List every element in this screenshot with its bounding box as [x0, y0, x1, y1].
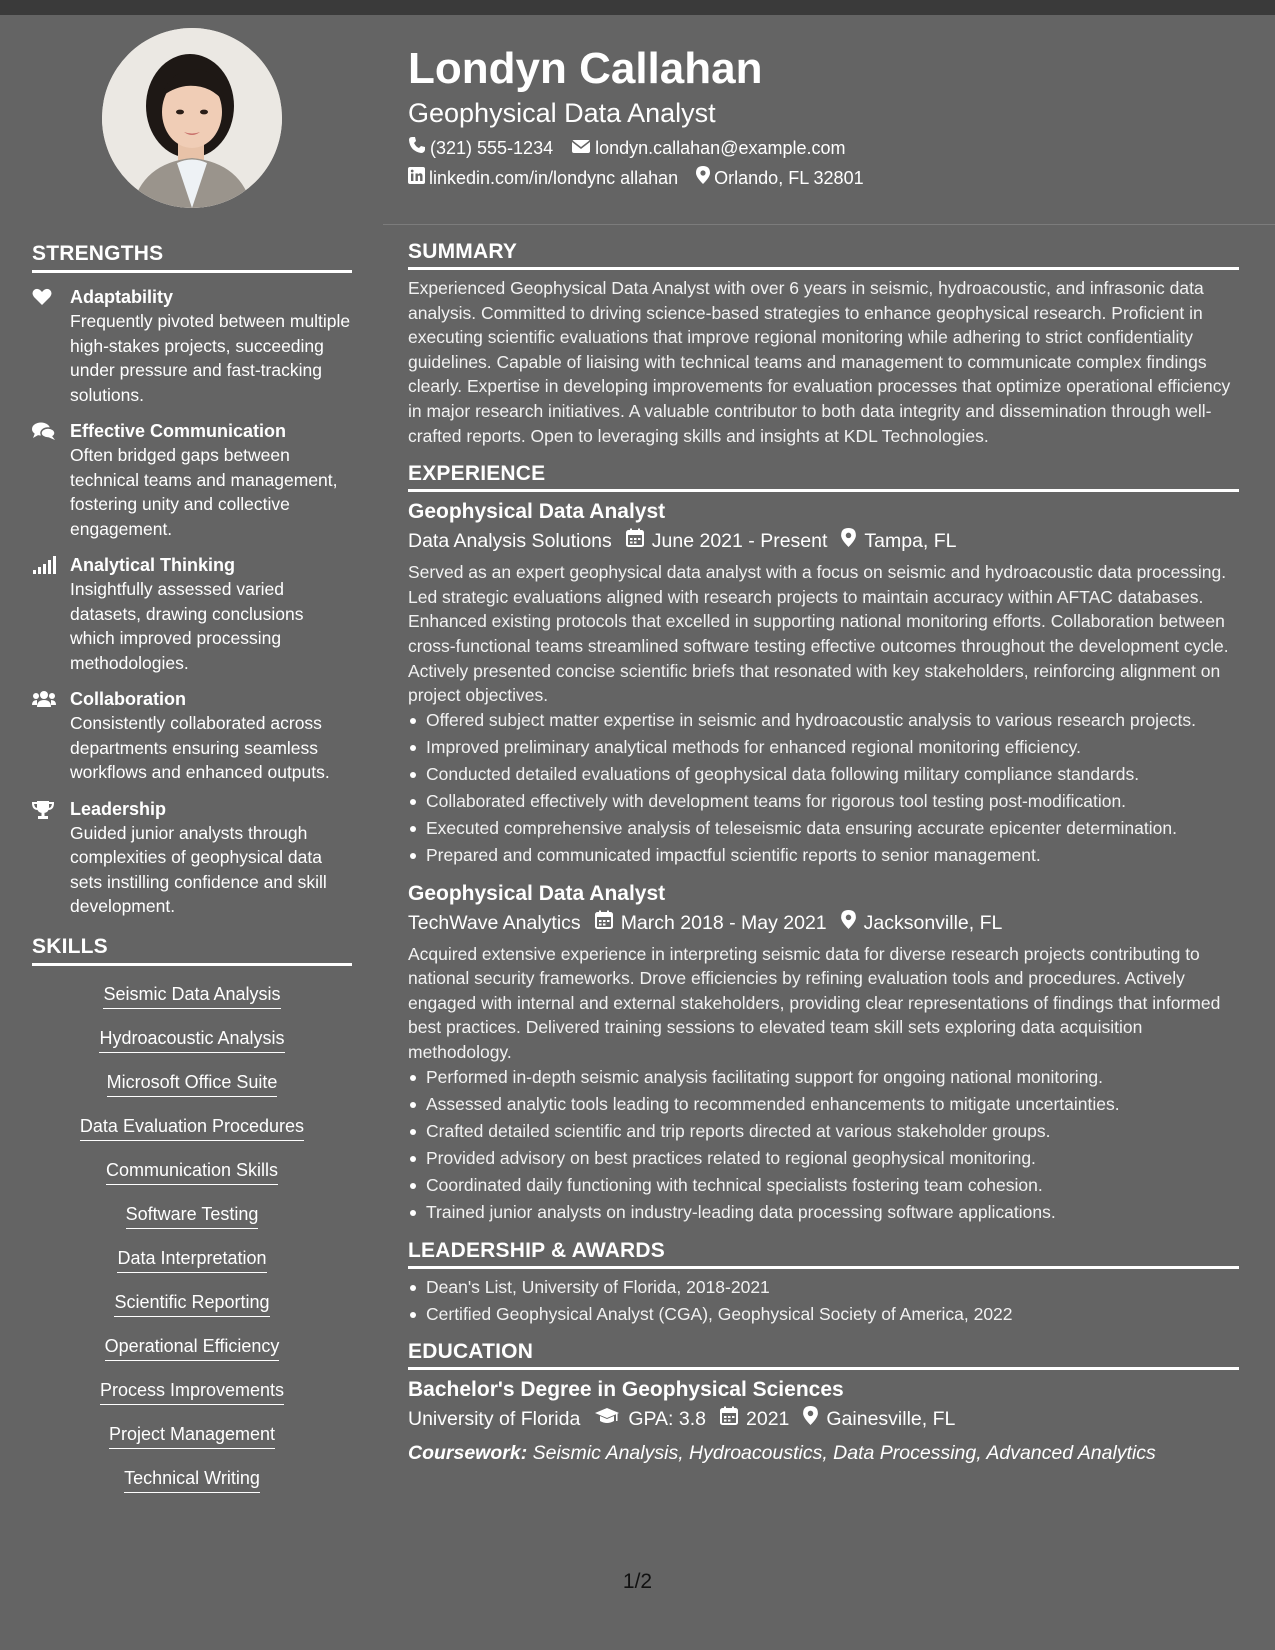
- location-text: Orlando, FL 32801: [714, 168, 864, 188]
- map-marker-icon: [803, 1404, 826, 1434]
- heart-icon: [32, 288, 56, 308]
- experience-heading: EXPERIENCE: [408, 462, 1239, 492]
- calendar-icon: [595, 908, 621, 938]
- list-item: Collaborated effectively with development teams for rigorous tool testing post-modification.: [408, 789, 1239, 814]
- trophy-icon: [32, 800, 56, 820]
- graduation-cap-icon: [594, 1404, 628, 1434]
- strength-title: Leadership: [70, 798, 167, 819]
- job-location: Tampa, FL: [864, 530, 957, 553]
- skill-tag: Communication Skills: [106, 1158, 278, 1185]
- phone-text[interactable]: (321) 555-1234: [430, 138, 554, 158]
- job-meta: [408, 526, 1239, 556]
- list-item: Provided advisory on best practices related to regional geophysical monitoring.: [408, 1146, 1239, 1171]
- coursework-text: Seismic Analysis, Hydroacoustics, Data Processing, Advanced Analytics: [532, 1442, 1156, 1465]
- contact-location: [696, 166, 863, 190]
- graduation-year: 2021: [746, 1408, 790, 1431]
- contact-row: [408, 136, 1238, 160]
- gpa-text: GPA: 3.8: [628, 1408, 706, 1431]
- list-item: Conducted detailed evaluations of geophysical data following military compliance standards.: [408, 762, 1239, 787]
- skill-tag: Scientific Reporting: [114, 1290, 269, 1317]
- candidate-name: Londyn Callahan: [408, 44, 763, 93]
- signal-icon: [32, 556, 56, 576]
- strength-title: Effective Communication: [70, 421, 287, 441]
- school-name: University of Florida: [408, 1408, 581, 1431]
- skill-tag: Process Improvements: [100, 1378, 284, 1405]
- strength-desc: Consistently collaborated across departments ensuring seamless workflows and enhanced outputs.: [70, 713, 330, 782]
- list-item: Dean's List, University of Florida, 2018-2021: [408, 1275, 1239, 1300]
- skill-tag: Project Management: [109, 1422, 275, 1449]
- contact-row: [408, 166, 1238, 190]
- job-title: Geophysical Data Analyst: [408, 881, 666, 905]
- skill-tag: Seismic Data Analysis: [103, 982, 280, 1009]
- resume-header: [408, 40, 1238, 190]
- coursework-label: Coursework:: [408, 1442, 528, 1465]
- job-bullets: [408, 708, 1239, 868]
- awards-heading: LEADERSHIP & AWARDS: [408, 1239, 1239, 1269]
- map-marker-icon: [696, 166, 714, 190]
- job-description: Served as an expert geophysical data analyst with a focus on seismic and hydroacoustic data processing. Led strategic evaluations aligned with research projects to maintain accuracy within AFTAC databases. Enhanced existing protocols that excelled in supporting national monitoring efforts. Collaboration between cross-functional teams streamlined software testing effective outcomes throughout the development cycle. Actively presented concise scientific briefs that resonated with key stakeholders, reinforcing alignment on project objectives.: [408, 562, 1229, 706]
- experience-section: [408, 462, 1239, 1224]
- list-item: Prepared and communicated impactful scientific reports to senior management.: [408, 843, 1239, 868]
- top-bar: [0, 0, 1275, 15]
- strength-desc: Guided junior analysts through complexities of geophysical data sets instilling confidence and skill development.: [70, 822, 327, 916]
- linkedin-icon: [408, 166, 429, 190]
- profile-photo: [102, 28, 282, 208]
- skill-tag: Hydroacoustic Analysis: [99, 1026, 284, 1053]
- strengths-heading: STRENGTHS: [32, 242, 352, 273]
- job-description: Acquired extensive experience in interpreting seismic data for diverse research projects contributing to national security frameworks. Drove efficiencies by refining evaluation tools and procedures. Actively engaged with internal and external stakeholders, providing clear representations of findings that informed best practices. Delivered training sessions to elevated team skill sets exploring data acquisition methodology.: [408, 943, 1221, 1063]
- skills-heading: SKILLS: [32, 935, 352, 966]
- calendar-icon: [720, 1404, 746, 1434]
- summary-section: [408, 240, 1239, 448]
- skill-tag: Operational Efficiency: [105, 1334, 280, 1361]
- job-meta: [408, 908, 1239, 938]
- strength-title: Adaptability: [70, 287, 174, 307]
- calendar-icon: [626, 526, 652, 556]
- contact-phone: [408, 136, 553, 160]
- strength-desc: Frequently pivoted between multiple high-stakes projects, succeeding under pressure and fast-tracking solutions.: [70, 311, 351, 405]
- job-location: Jacksonville, FL: [863, 911, 1003, 934]
- skill-tag: Data Interpretation: [117, 1246, 266, 1273]
- phone-icon: [408, 136, 430, 160]
- job-company: Data Analysis Solutions: [408, 530, 612, 553]
- education-section: [408, 1340, 1239, 1468]
- education-location: Gainesville, FL: [826, 1408, 956, 1431]
- strength-item: [32, 797, 352, 919]
- linkedin-link[interactable]: linkedin.com/in/londync allahan: [429, 168, 679, 188]
- job-dates: March 2018 - May 2021: [620, 911, 827, 934]
- skill-tag: Technical Writing: [124, 1466, 260, 1493]
- list-item: Coordinated daily functioning with technical specialists fostering team cohesion.: [408, 1173, 1239, 1198]
- users-icon: [32, 690, 56, 710]
- strength-desc: Often bridged gaps between technical teams and management, fostering unity and collective engagement.: [70, 445, 338, 539]
- candidate-title: Geophysical Data Analyst: [408, 98, 716, 128]
- sidebar: [32, 15, 352, 1510]
- strength-title: Analytical Thinking: [70, 555, 236, 575]
- main-content: [408, 240, 1239, 1482]
- strength-item: [32, 687, 352, 785]
- list-item: Assessed analytic tools leading to recommended enhancements to mitigate uncertainties.: [408, 1092, 1239, 1117]
- list-item: Offered subject matter expertise in seismic and hydroacoustic analysis to various research projects.: [408, 708, 1239, 733]
- envelope-icon: [571, 136, 595, 160]
- list-item: Improved preliminary analytical methods for enhanced regional monitoring efficiency.: [408, 735, 1239, 760]
- strength-desc: Insightfully assessed varied datasets, drawing conclusions which improved processing methodologies.: [70, 579, 304, 673]
- list-item: Certified Geophysical Analyst (CGA), Geophysical Society of America, 2022: [408, 1302, 1239, 1327]
- summary-heading: SUMMARY: [408, 240, 1239, 270]
- skill-tag: Microsoft Office Suite: [107, 1070, 278, 1097]
- awards-list: [408, 1275, 1239, 1327]
- email-link[interactable]: londyn.callahan@example.com: [595, 138, 846, 158]
- degree-title: Bachelor's Degree in Geophysical Sciences: [408, 1378, 844, 1402]
- job-bullets: [408, 1065, 1239, 1225]
- job-entry: [408, 880, 1239, 1225]
- skill-tag: Data Evaluation Procedures: [80, 1114, 304, 1141]
- list-item: Crafted detailed scientific and trip reports directed at various stakeholder groups.: [408, 1119, 1239, 1144]
- contact-email: [571, 136, 845, 160]
- comments-icon: [32, 422, 56, 442]
- strength-title: Collaboration: [70, 689, 186, 709]
- map-marker-icon: [841, 908, 864, 938]
- education-heading: EDUCATION: [408, 1340, 1239, 1370]
- map-marker-icon: [841, 526, 864, 556]
- header-divider: [383, 224, 1275, 225]
- strength-item: [32, 285, 352, 407]
- strength-item: [32, 553, 352, 675]
- job-dates: June 2021 - Present: [651, 530, 828, 553]
- skills-section: [32, 935, 352, 1510]
- education-meta: [408, 1404, 1239, 1434]
- job-title: Geophysical Data Analyst: [408, 500, 666, 524]
- list-item: Trained junior analysts on industry-leading data processing software applications.: [408, 1200, 1239, 1225]
- list-item: Executed comprehensive analysis of teleseismic data ensuring accurate epicenter determination.: [408, 816, 1239, 841]
- page-number: 1/2: [622, 1570, 653, 1593]
- skill-tag: Software Testing: [126, 1202, 259, 1229]
- strengths-section: [32, 242, 352, 919]
- coursework: [408, 1438, 1239, 1468]
- job-company: TechWave Analytics: [408, 911, 581, 934]
- job-entry: [408, 498, 1239, 868]
- list-item: Performed in-depth seismic analysis facilitating support for ongoing national monitoring.: [408, 1065, 1239, 1090]
- strength-item: [32, 419, 352, 541]
- awards-section: [408, 1239, 1239, 1327]
- summary-text: Experienced Geophysical Data Analyst with over 6 years in seismic, hydroacoustic, and infrasonic data analysis. Committed to driving science-based strategies to enhance geophysical research. Proficient in executing scientific evaluations that improve regional monitoring while adhering to strict confidentiality guidelines. Capable of liaising with technical teams and management to communicate complex findings clearly. Expertise in developing improvements for evaluation processes that optimize operational efficiency in major research initiatives. A valuable contributor to both data integrity and dissemination through well-crafted reports. Open to leveraging skills and insights at KDL Technologies.: [408, 278, 1231, 446]
- contact-linkedin: [408, 166, 678, 190]
